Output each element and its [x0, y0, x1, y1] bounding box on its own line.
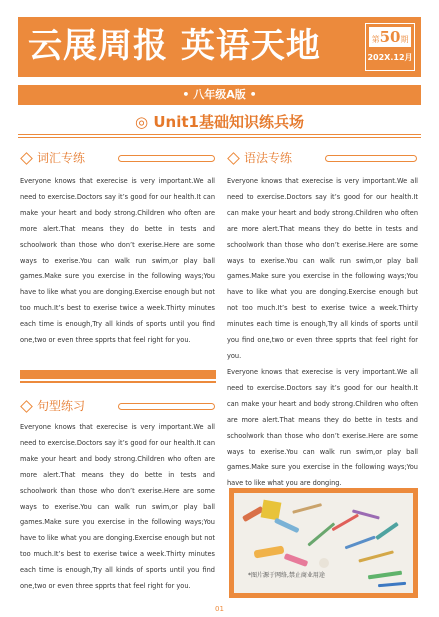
grammar-text: Everyone knows that exerecise is very important.We all need to exercise.Doctors say it’s good for our health.It can make your heart and body strong.Children who often are more alert.That means they do bette in tests and schoolwork than those who don’t exerise.Here are some ways to exerise.You can walk run swim,or play ball games.Make sure you exercise in the following ways;You have to like what you are donging.Exercise enough but not too much.It’s best to exerise twice a week.Thirty minutes each time is enough,Try all kinds of sports until you find one,two or even three spprts that feel right for you. [227, 177, 418, 360]
section-header-sentence [20, 398, 216, 414]
stationery-photo [229, 488, 418, 598]
section-divider-line [20, 381, 216, 383]
edition-banner: • 八年级A版 • [18, 85, 421, 105]
header-pill-decoration [325, 155, 417, 162]
section-header-grammar [227, 150, 418, 166]
issue-number: 50 [379, 28, 401, 46]
header-pill-decoration [118, 155, 215, 162]
unit-title: ◎ Unit1基础知识练兵场 [135, 113, 304, 131]
photo-caption: *图片源于网络,禁止商业用途 [248, 572, 325, 579]
vocab-text: Everyone knows that exerecise is very important.We all need to exercise.Doctors say it’s good for our health.It can make your heart and body strong.Children who often are more alert.That means they do bette in tests and schoolwork than those who don’t exerise.Here are some ways to exerise.You can walk run swim,or play ball games.Make sure you exercise in the following ways;You have to like what you are donging.Exercise enough but not too much.It’s best to exerise twice a week.Thirty minutes each time is enough,Try all kinds of sports until you find one,two or even three spprts that feel right for you. [20, 177, 215, 345]
diamond-icon [227, 152, 240, 165]
page-number: 01 [215, 605, 224, 613]
grammar-text-continued: Everyone knows that exerecise is very important.We all need to exercise.Doctors say it’s good for our health.It can make your heart and body strong.Children who often are more alert.That means they do bette in tests and schoolwork than those who don’t exerise.Here are some ways to exerise.You can walk run swim,or play ball games.Make sure you exercise in the following ways;You have to like what you are donging. [227, 368, 418, 488]
sentence-text: Everyone knows that exerecise is very important.We all need to exercise.Doctors say it’s good for our health.It can make your heart and body strong.Children who often are more alert.That means they do bette in tests and schoolwork than those who don’t exerise.Here are some ways to exerise.You can walk run swim,or play ball games.Make sure you exercise in the following ways;You have to like what you are donging.Exercise enough but not too much.It’s best to exerise twice a week.Thirty minutes each time is enough,Try all kinds of sports until you find one,two or even three spprts that feel right for you. [20, 423, 215, 591]
title-divider-secondary [18, 137, 421, 138]
diamond-icon [20, 400, 33, 413]
section-title-vocab: 词汇专练 [37, 151, 86, 165]
section-title-sentence: 句型练习 [37, 399, 86, 413]
title-divider [18, 134, 421, 135]
diamond-icon [20, 152, 33, 165]
newspaper-title: 云展周报 英语天地 [28, 26, 321, 66]
issue-date: 202X.12月 [367, 53, 413, 62]
masthead [18, 17, 421, 77]
header-pill-decoration [118, 403, 215, 410]
section-title-grammar: 语法专练 [244, 151, 293, 165]
section-header-vocab [20, 150, 216, 166]
section-divider-bar [20, 370, 216, 379]
issue-number-label: 第50期 [369, 27, 411, 47]
issue-box [365, 23, 415, 71]
